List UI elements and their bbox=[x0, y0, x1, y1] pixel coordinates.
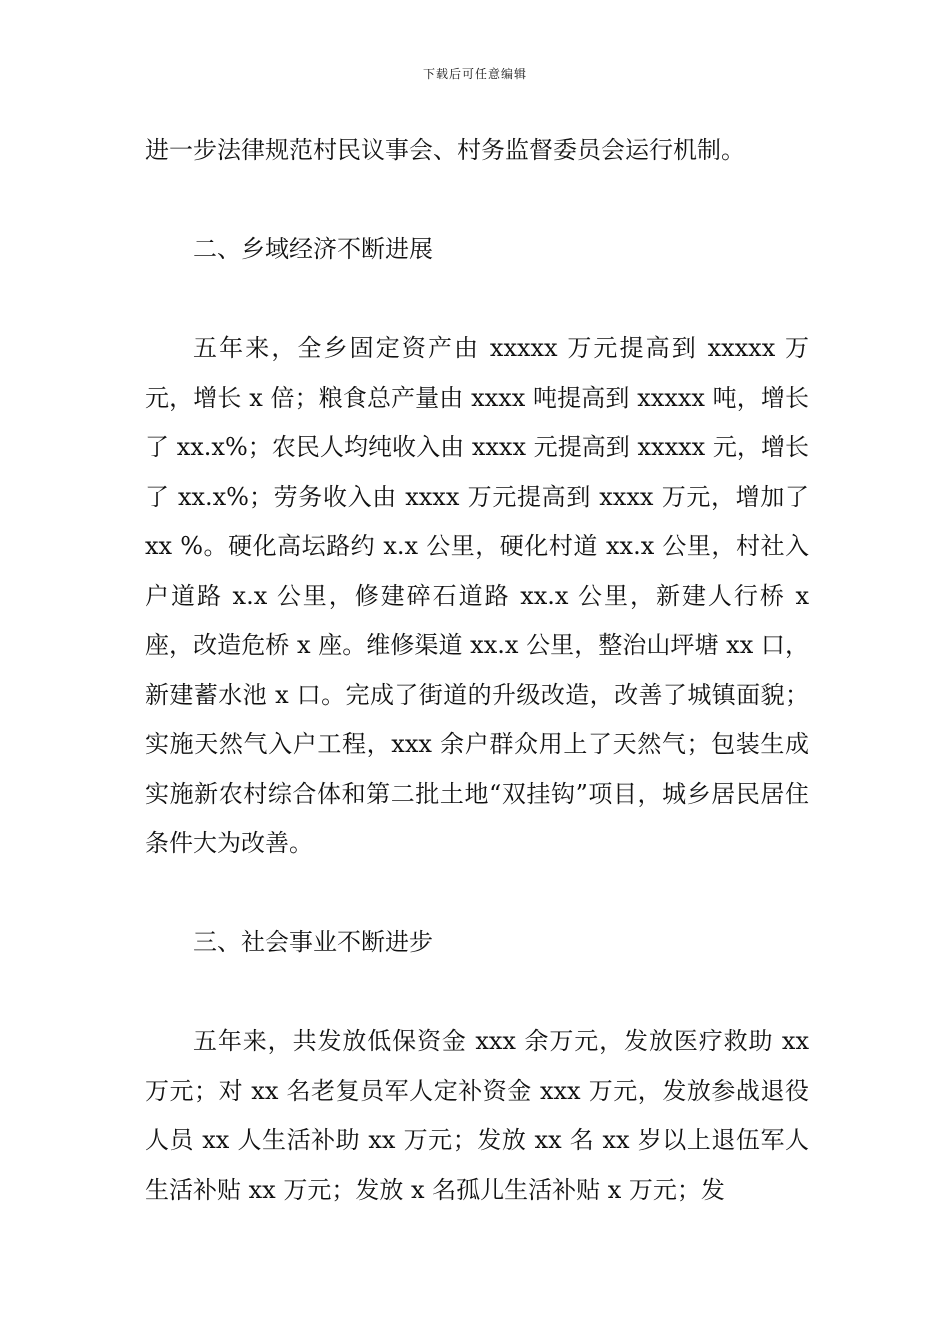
paragraph-gap bbox=[145, 176, 809, 226]
paragraph-continuation: 进一步法律规范村民议事会、村务监督委员会运行机制。 bbox=[145, 136, 745, 164]
paragraph-economy: 五年来，全乡固定资产由 xxxxx 万元提高到 xxxxx 万元，增长 x 倍；粮食总产量由 xxxx 吨提高到 xxxxx 吨，增长了 xx.x%；农民人均纯收入由 xxxx 元提高到 xxxxx 元，增长了 xx.x%；劳务收入由 xxxx 万元提高到 xxxx 万元，增加了 xx %。硬化高坛路约 x.x 公里，硬化村道 xx.x 公里，村社入户道路 x.x 公里，修建碎石道路 xx.x 公里，新建人行桥 x 座，改造危桥 x 座。维修渠道 xx.x 公里，整治山坪塘 xx 口，新建蓄水池 x 口。完成了街道的升级改造，改善了城镇面貌；实施天然气入户工程，xxx 余户群众用上了天然气；包装生成实施新农村综合体和第二批土地“双挂钩”项目，城乡居民居住条件大为改善。 bbox=[145, 334, 809, 857]
page-header: 下载后可任意编辑 bbox=[422, 67, 527, 81]
section-heading-social: 三、社会事业不断进步 bbox=[193, 928, 433, 956]
paragraph-gap bbox=[145, 275, 809, 325]
paragraph-social: 五年来，共发放低保资金 xxx 余万元，发放医疗救助 xx 万元；对 xx 名老复员军人定补资金 xxx 万元，发放参战退役人员 xx 人生活补助 xx 万元；发放 xx 名 xx 岁以上退伍军人生活补贴 xx 万元；发放 x 名孤儿生活补贴 x 万元；发 bbox=[145, 1027, 809, 1204]
document-body bbox=[145, 126, 809, 1215]
paragraph-gap bbox=[145, 968, 809, 1018]
section-heading-economy: 二、乡域经济不断进展 bbox=[193, 235, 433, 263]
paragraph-gap bbox=[145, 869, 809, 919]
